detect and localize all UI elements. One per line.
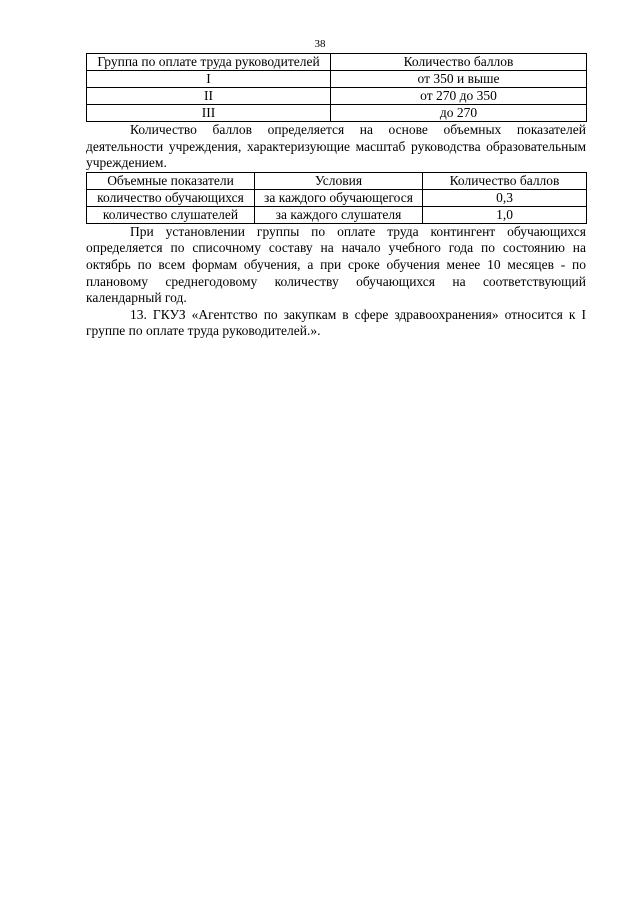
header-cell-group: Группа по оплате труда руководителей <box>87 54 331 71</box>
table-cell: III <box>87 105 331 122</box>
table-row <box>87 71 587 88</box>
table-cell: до 270 <box>331 105 587 122</box>
header-cell-points: Количество баллов <box>423 172 587 189</box>
paragraph-contingent: При установлении группы по оплате труда контингент обучающихся определяется по списочному составу на начало учебного года по состоянию на октябрь по всем формам обучения, а при сроке обучения менее 10 месяцев - по плановому среднегодовому количеству обучающихся на соответствующий календарный год. <box>86 223 586 306</box>
table-cell: от 350 и выше <box>331 71 587 88</box>
table-cell: количество обучающихся <box>87 189 255 206</box>
volume-indicators-table <box>86 172 587 224</box>
table-cell: за каждого слушателя <box>255 206 423 223</box>
table-cell: 1,0 <box>423 206 587 223</box>
paragraph-points-basis: Количество баллов определяется на основе объемных показателей деятельности учреждения, характеризующие масштаб руководства образовательным учреждением. <box>86 122 586 171</box>
table-cell: II <box>87 88 331 105</box>
table-cell: от 270 до 350 <box>331 88 587 105</box>
table-cell: количество слушателей <box>87 206 255 223</box>
table-header-row <box>87 172 587 189</box>
header-cell-indicators: Объемные показатели <box>87 172 255 189</box>
header-cell-points: Количество баллов <box>331 54 587 71</box>
table-row <box>87 105 587 122</box>
table-cell: за каждого обучающегося <box>255 189 423 206</box>
table-row <box>87 206 587 223</box>
table-row <box>87 189 587 206</box>
page-number: 38 <box>314 38 326 50</box>
paragraph-item-13: 13. ГКУЗ «Агентство по закупкам в сфере здравоохранения» относится к I группе по оплате труда руководителей.». <box>86 306 586 339</box>
header-cell-conditions: Условия <box>255 172 423 189</box>
table-header-row <box>87 54 587 71</box>
table-cell: I <box>87 71 331 88</box>
management-group-table <box>86 53 587 122</box>
table-row <box>87 88 587 105</box>
table-cell: 0,3 <box>423 189 587 206</box>
document-body <box>86 53 586 340</box>
